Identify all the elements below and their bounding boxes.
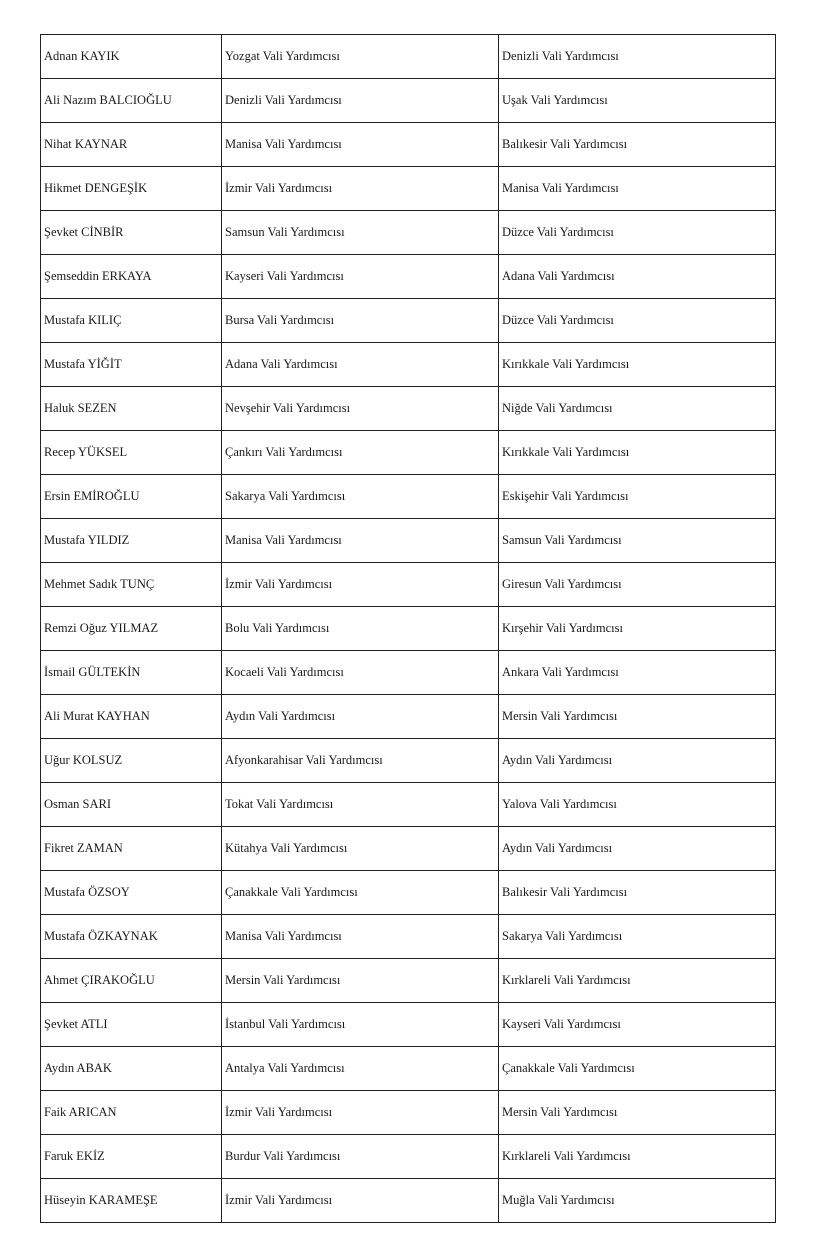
person-name-cell: Adnan KAYIK	[41, 35, 222, 79]
person-name-cell: Şemseddin ERKAYA	[41, 255, 222, 299]
person-name-cell: Mustafa ÖZSOY	[41, 871, 222, 915]
person-name-cell: Remzi Oğuz YILMAZ	[41, 607, 222, 651]
person-name-cell: Mustafa ÖZKAYNAK	[41, 915, 222, 959]
current-post-cell: Kayseri Vali Yardımcısı	[222, 255, 499, 299]
current-post-cell: İzmir Vali Yardımcısı	[222, 1091, 499, 1135]
table-row	[41, 739, 776, 783]
new-post-cell: Kırklareli Vali Yardımcısı	[499, 959, 776, 1003]
new-post-cell: Adana Vali Yardımcısı	[499, 255, 776, 299]
new-post-cell: Kırıkkale Vali Yardımcısı	[499, 431, 776, 475]
assignment-table	[40, 34, 776, 1223]
table-row	[41, 1179, 776, 1223]
person-name-cell: Nihat KAYNAR	[41, 123, 222, 167]
table-row	[41, 1091, 776, 1135]
current-post-cell: Antalya Vali Yardımcısı	[222, 1047, 499, 1091]
person-name-cell: Osman SARI	[41, 783, 222, 827]
table-row	[41, 827, 776, 871]
new-post-cell: Aydın Vali Yardımcısı	[499, 739, 776, 783]
current-post-cell: Tokat Vali Yardımcısı	[222, 783, 499, 827]
table-row	[41, 387, 776, 431]
person-name-cell: Uğur KOLSUZ	[41, 739, 222, 783]
table-row	[41, 695, 776, 739]
new-post-cell: Düzce Vali Yardımcısı	[499, 211, 776, 255]
new-post-cell: Denizli Vali Yardımcısı	[499, 35, 776, 79]
person-name-cell: İsmail GÜLTEKİN	[41, 651, 222, 695]
current-post-cell: Yozgat Vali Yardımcısı	[222, 35, 499, 79]
new-post-cell: Eskişehir Vali Yardımcısı	[499, 475, 776, 519]
new-post-cell: Manisa Vali Yardımcısı	[499, 167, 776, 211]
table-row	[41, 651, 776, 695]
table-row	[41, 1047, 776, 1091]
person-name-cell: Mustafa YILDIZ	[41, 519, 222, 563]
document-page	[40, 34, 775, 1223]
person-name-cell: Recep YÜKSEL	[41, 431, 222, 475]
current-post-cell: Samsun Vali Yardımcısı	[222, 211, 499, 255]
person-name-cell: Aydın ABAK	[41, 1047, 222, 1091]
table-row	[41, 519, 776, 563]
current-post-cell: İzmir Vali Yardımcısı	[222, 1179, 499, 1223]
new-post-cell: Giresun Vali Yardımcısı	[499, 563, 776, 607]
current-post-cell: Denizli Vali Yardımcısı	[222, 79, 499, 123]
table-row	[41, 79, 776, 123]
person-name-cell: Haluk SEZEN	[41, 387, 222, 431]
person-name-cell: Şevket CİNBİR	[41, 211, 222, 255]
current-post-cell: Çanakkale Vali Yardımcısı	[222, 871, 499, 915]
current-post-cell: Manisa Vali Yardımcısı	[222, 519, 499, 563]
new-post-cell: Mersin Vali Yardımcısı	[499, 1091, 776, 1135]
new-post-cell: Yalova Vali Yardımcısı	[499, 783, 776, 827]
new-post-cell: Çanakkale Vali Yardımcısı	[499, 1047, 776, 1091]
table-row	[41, 299, 776, 343]
person-name-cell: Ali Nazım BALCIOĞLU	[41, 79, 222, 123]
person-name-cell: Faik ARICAN	[41, 1091, 222, 1135]
new-post-cell: Ankara Vali Yardımcısı	[499, 651, 776, 695]
table-row	[41, 211, 776, 255]
new-post-cell: Aydın Vali Yardımcısı	[499, 827, 776, 871]
table-row	[41, 563, 776, 607]
person-name-cell: Ahmet ÇIRAKOĞLU	[41, 959, 222, 1003]
new-post-cell: Uşak Vali Yardımcısı	[499, 79, 776, 123]
table-row	[41, 959, 776, 1003]
table-row	[41, 35, 776, 79]
current-post-cell: Aydın Vali Yardımcısı	[222, 695, 499, 739]
new-post-cell: Muğla Vali Yardımcısı	[499, 1179, 776, 1223]
table-row	[41, 431, 776, 475]
table-row	[41, 343, 776, 387]
person-name-cell: Faruk EKİZ	[41, 1135, 222, 1179]
table-row	[41, 255, 776, 299]
current-post-cell: Mersin Vali Yardımcısı	[222, 959, 499, 1003]
new-post-cell: Düzce Vali Yardımcısı	[499, 299, 776, 343]
new-post-cell: Sakarya Vali Yardımcısı	[499, 915, 776, 959]
table-row	[41, 1135, 776, 1179]
table-row	[41, 475, 776, 519]
current-post-cell: Sakarya Vali Yardımcısı	[222, 475, 499, 519]
current-post-cell: Burdur Vali Yardımcısı	[222, 1135, 499, 1179]
person-name-cell: Ersin EMİROĞLU	[41, 475, 222, 519]
person-name-cell: Mehmet Sadık TUNÇ	[41, 563, 222, 607]
current-post-cell: Manisa Vali Yardımcısı	[222, 915, 499, 959]
person-name-cell: Mustafa KILIÇ	[41, 299, 222, 343]
table-row	[41, 871, 776, 915]
person-name-cell: Ali Murat KAYHAN	[41, 695, 222, 739]
current-post-cell: İzmir Vali Yardımcısı	[222, 563, 499, 607]
table-row	[41, 1003, 776, 1047]
new-post-cell: Balıkesir Vali Yardımcısı	[499, 871, 776, 915]
new-post-cell: Niğde Vali Yardımcısı	[499, 387, 776, 431]
new-post-cell: Kırşehir Vali Yardımcısı	[499, 607, 776, 651]
current-post-cell: İzmir Vali Yardımcısı	[222, 167, 499, 211]
new-post-cell: Balıkesir Vali Yardımcısı	[499, 123, 776, 167]
person-name-cell: Hüseyin KARAMEŞE	[41, 1179, 222, 1223]
table-row	[41, 915, 776, 959]
table-row	[41, 123, 776, 167]
person-name-cell: Hikmet DENGEŞİK	[41, 167, 222, 211]
current-post-cell: Kocaeli Vali Yardımcısı	[222, 651, 499, 695]
current-post-cell: Adana Vali Yardımcısı	[222, 343, 499, 387]
table-row	[41, 607, 776, 651]
new-post-cell: Kırklareli Vali Yardımcısı	[499, 1135, 776, 1179]
person-name-cell: Mustafa YİĞİT	[41, 343, 222, 387]
current-post-cell: İstanbul Vali Yardımcısı	[222, 1003, 499, 1047]
new-post-cell: Kırıkkale Vali Yardımcısı	[499, 343, 776, 387]
person-name-cell: Şevket ATLI	[41, 1003, 222, 1047]
new-post-cell: Kayseri Vali Yardımcısı	[499, 1003, 776, 1047]
person-name-cell: Fikret ZAMAN	[41, 827, 222, 871]
new-post-cell: Mersin Vali Yardımcısı	[499, 695, 776, 739]
table-row	[41, 167, 776, 211]
current-post-cell: Manisa Vali Yardımcısı	[222, 123, 499, 167]
assignment-table-body	[41, 35, 776, 1223]
current-post-cell: Nevşehir Vali Yardımcısı	[222, 387, 499, 431]
current-post-cell: Bursa Vali Yardımcısı	[222, 299, 499, 343]
current-post-cell: Afyonkarahisar Vali Yardımcısı	[222, 739, 499, 783]
table-row	[41, 783, 776, 827]
current-post-cell: Çankırı Vali Yardımcısı	[222, 431, 499, 475]
current-post-cell: Bolu Vali Yardımcısı	[222, 607, 499, 651]
new-post-cell: Samsun Vali Yardımcısı	[499, 519, 776, 563]
current-post-cell: Kütahya Vali Yardımcısı	[222, 827, 499, 871]
